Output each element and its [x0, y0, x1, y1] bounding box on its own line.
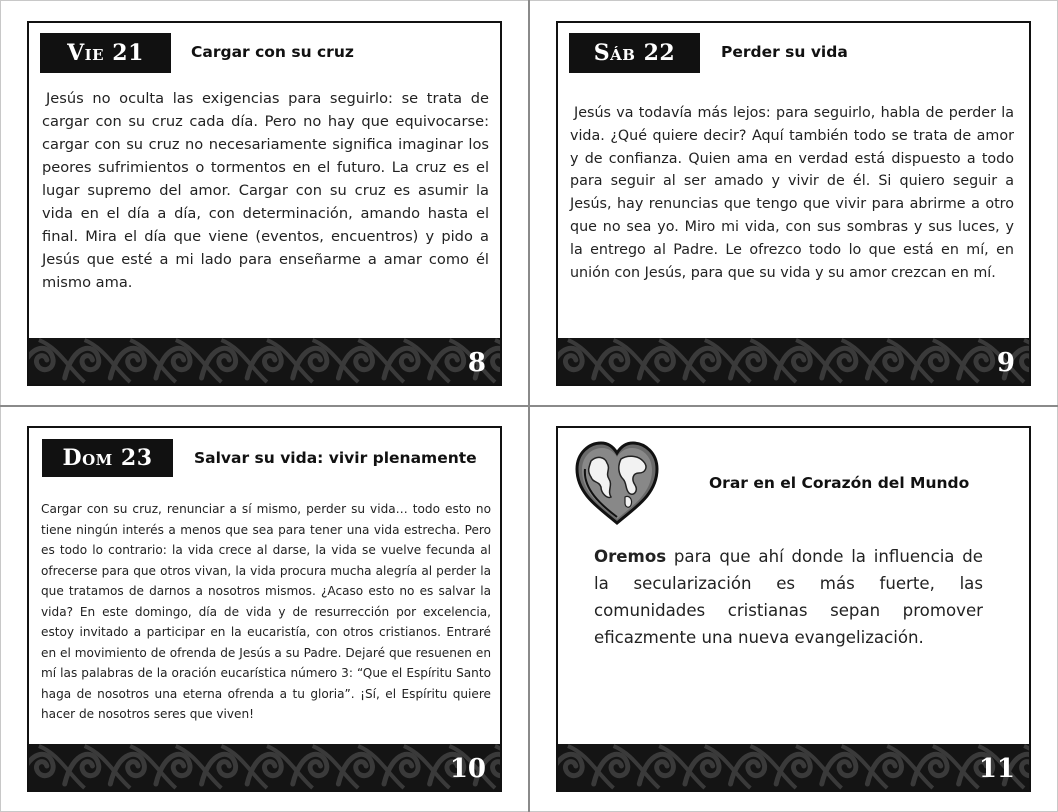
- scroll-ornament: [558, 338, 1029, 384]
- day-badge: Vie 21: [40, 33, 171, 73]
- ornament-band: [29, 744, 500, 790]
- card-body-text: Jesús no oculta las exigencias para seguirlo: se trata de cargar con su cruz cada día. Pero no hay que equivocarse: cargar con su cruz no necesariamente significa imaginar los peores sufrimientos o tormentos en el futuro. La cruz es el lugar supremo del amor. Cargar con su cruz es asumir la vida en el día a día, con determinación, amando hasta el final. Mira el día que viene (eventos, encuentros) y pido a Jesús que esté a mi lado para enseñarme a amar como él mismo ama.: [42, 90, 489, 291]
- scroll-ornament: [29, 744, 500, 790]
- card-vie-21: [27, 21, 502, 386]
- heart-globe-icon: [571, 439, 663, 527]
- ornament-band: [558, 744, 1029, 790]
- card-title: Perder su vida: [721, 43, 848, 61]
- page-number: 9: [996, 348, 1015, 378]
- card-body-text: Cargar con su cruz, renunciar a sí mismo, perder su vida… todo esto no tiene ningún interés a menos que sea para tener una vida estrecha. Pero es todo lo contrario: la vida crece al darse, la vida se vuelve fecunda al ofrecerse para que otros vivan, la vida procura mucha alegría al perder la que tratamos de darnos a nosotros mismos. ¿Acaso esto no es salvar la vida? En este domingo, día de vida y de resurrección por excelencia, estoy invitado a participar en la eucaristía, con otros cristianos. Entraré en el movimiento de ofrenda de Jesús a su Padre. Dejaré que resuenen en mí las palabras de la oración eucarística número 3: “Que el Espíritu Santo haga de nosotros una eterna ofrenda a tu gloria”. ¡Sí, el Espíritu quiere hacer de nosotros seres que viven!: [41, 502, 491, 721]
- card-title: Salvar su vida: vivir plenamente: [194, 449, 477, 467]
- card-body-text: Jesús va todavía más lejos: para seguirlo, habla de perder la vida. ¿Qué quiere decir? Aquí también todo se trata de amor y de confianza. Quien ama en verdad está dispuesto a todo para seguir al ser amado y vivir de él. Si quiero seguir a Jesús, hay renuncias que tengo que vivir para abrirme a otro que no sea yo. Miro mi vida, con sus sombras y sus luces, y la entrego al Padre. Le ofrezco todo lo que está en mí, en unión con Jesús, para que su vida y su amor crezcan en mí.: [570, 105, 1014, 281]
- day-badge: Dom 23: [42, 439, 173, 477]
- horizontal-cut-line: [0, 405, 1058, 407]
- card-title: Cargar con su cruz: [191, 43, 354, 61]
- day-badge: Sáb 22: [569, 33, 700, 73]
- page-number: 10: [449, 754, 486, 784]
- page-number: 11: [978, 754, 1015, 784]
- scroll-ornament: [558, 744, 1029, 790]
- page-number: 8: [467, 348, 486, 378]
- card-prayer: [556, 426, 1031, 792]
- scroll-ornament: [29, 338, 500, 384]
- prayer-text: Oremos para que ahí donde la influencia de la secularización es más fuerte, las comunidades cristianas sepan promover eficazmente una nueva evangelización.: [594, 547, 983, 647]
- card-sab-22: [556, 21, 1031, 386]
- prayer-title: Orar en el Corazón del Mundo: [709, 474, 970, 492]
- card-dom-23: [27, 426, 502, 792]
- prayer-lead: Oremos: [594, 547, 667, 566]
- ornament-band: [558, 338, 1029, 384]
- ornament-band: [29, 338, 500, 384]
